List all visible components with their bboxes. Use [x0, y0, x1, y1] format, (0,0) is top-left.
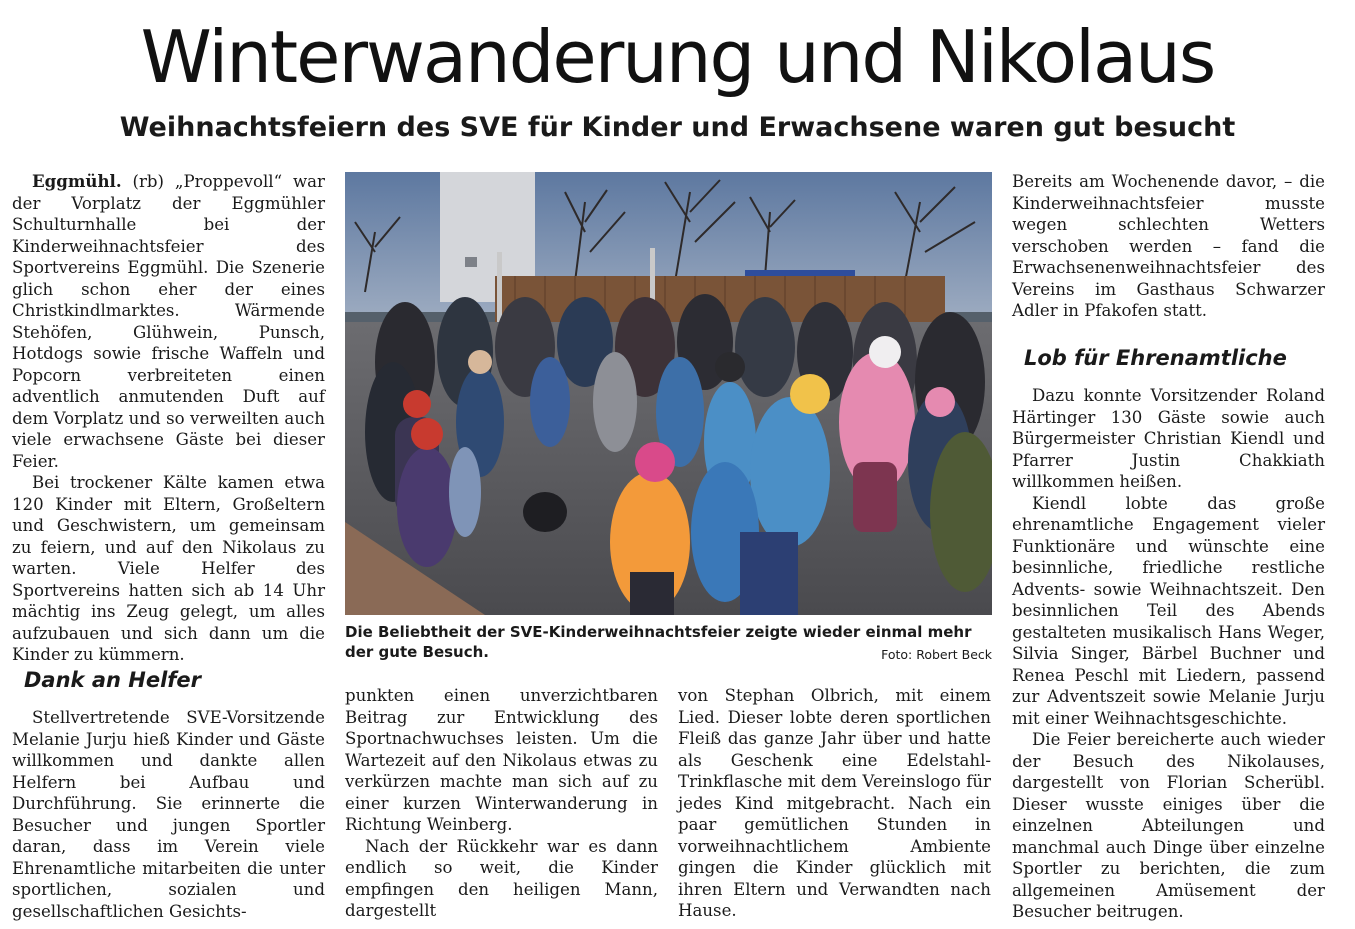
paragraph: Kiendl lobte das große ehrenamtliche Engagement vieler Funktionäre und wünschte eine besinnliche, friedliche restliche Advents- sowie Weihnachtszeit. Den besinnlichen Teil des Abends gestalteten musikalisch Hans Weger, Silvia Singer, Bärbel Buchner und Renea Peschl mit Liedern, passend zur Adventszeit sowie Melanie Jurju mit einer Weihnachtsgeschichte.	[1012, 493, 1325, 728]
column-1-top	[12, 171, 325, 666]
event-photo-illustration	[345, 172, 992, 615]
column-1-bottom	[12, 707, 325, 922]
headline: Winterwanderung und Nikolaus	[140, 15, 1215, 99]
subhead-lob-fuer-ehrenamtliche: Lob für Ehrenamtliche	[1024, 346, 1287, 370]
photo-caption: Die Beliebtheit der SVE-Kinderweihnachtsfeier zeigte wieder einmal mehr der gute Besuch.	[345, 623, 972, 661]
paragraph: Bei trockener Kälte kamen etwa 120 Kinder mit Eltern, Großeltern und Geschwistern, um gemeinsam zu feiern, und auf den Nikolaus zu warten. Viele Helfer des Sportvereins hatten sich ab 14 Uhr mächtig ins Zeug gelegt, um alles aufzubauen und sich dann um die Kinder zu kümmern.	[12, 473, 325, 664]
column-4-top	[1012, 171, 1325, 322]
subhead-dank-an-helfer: Dank an Helfer	[24, 668, 202, 692]
tower-window	[465, 257, 477, 267]
photo-credit: Foto: Robert Beck	[881, 647, 992, 662]
paragraph	[12, 171, 325, 472]
paragraph: von Stephan Olbrich, mit einem Lied. Dieser lobte deren sportlichen Fleiß das ganze Jahr über und hatte als Geschenk eine Edelstahl-Trinkflasche mit dem Vereinslogo für jedes Kind mitgebracht. Nach ein paar gemütlichen Stunden in vorweihnachtlichem Ambiente gingen die Kinder glücklich mit ihren Eltern und Verwandten nach Hause.	[678, 686, 991, 920]
paragraph: Nach der Rückkehr war es dann endlich so weit, die Kinder empfingen den heiligen Mann, dargestellt	[345, 836, 658, 920]
event-photo	[345, 172, 992, 615]
paragraph: Bereits am Wochenende davor, – die Kinderweihnachtsfeier musste wegen schlechten Wetters verschoben werden – fand die Erwachsenenweihnachtsfeier des Vereins im Gasthaus Schwarzer Adler in Pfakofen statt.	[1012, 172, 1325, 320]
paragraph: Dazu konnte Vorsitzender Roland Härtinger 130 Gäste sowie auch Bürgermeister Christian Kiendl und Pfarrer Justin Chakkiath willkommen heißen.	[1012, 386, 1325, 491]
paragraph-text: (rb) „Proppevoll“ war der Vorplatz der Eggmühler Schulturnhalle bei der Kinderweihnachtsfeier des Sportvereins Eggmühl. Die Szenerie glich schon eher der eines Christkindlmarktes. Wärmende Stehöfen, Glühwein, Punsch, Hotdogs sowie frische Waffeln und Popcorn verbreiteten einen adventlich anmutenden Duft auf dem Vorplatz und so verweilten auch viele erwachsene Gäste bei dieser Feier.	[12, 172, 325, 471]
column-3	[678, 685, 991, 922]
paragraph: Die Feier bereicherte auch wieder der Besuch des Nikolauses, dargestellt von Florian Scherübl. Dieser wusste einiges über die einzelnen Abteilungen und manchmal auch Dinge über einzelne Sportler zu berichten, die zum allgemeinen Amüsement der Besucher beitrugen.	[1012, 730, 1325, 921]
paragraph: punkten einen unverzichtbaren Beitrag zur Entwicklung des Sportnachwuchses leisten. Um die Wartezeit auf den Nikolaus etwas zu verkürzen machte man sich auf zu einer kurzen Winterwanderung in Richtung Weinberg.	[345, 686, 658, 834]
column-2	[345, 685, 658, 922]
column-4-bottom	[1012, 385, 1325, 923]
subheadline: Weihnachtsfeiern des SVE für Kinder und Erwachsene waren gut besucht	[119, 112, 1236, 143]
paragraph: Stellvertretende SVE-Vorsitzende Melanie Jurju hieß Kinder und Gäste willkommen und dankte allen Helfern bei Aufbau und Durchführung. Sie erinnerte die Besucher und jungen Sportler daran, dass im Verein viele Ehrenamtliche mitarbeiten die unter sportlichen, sozialen und gesellschaftlichen Gesichts-	[12, 708, 325, 921]
dateline: Eggmühl.	[32, 171, 122, 191]
